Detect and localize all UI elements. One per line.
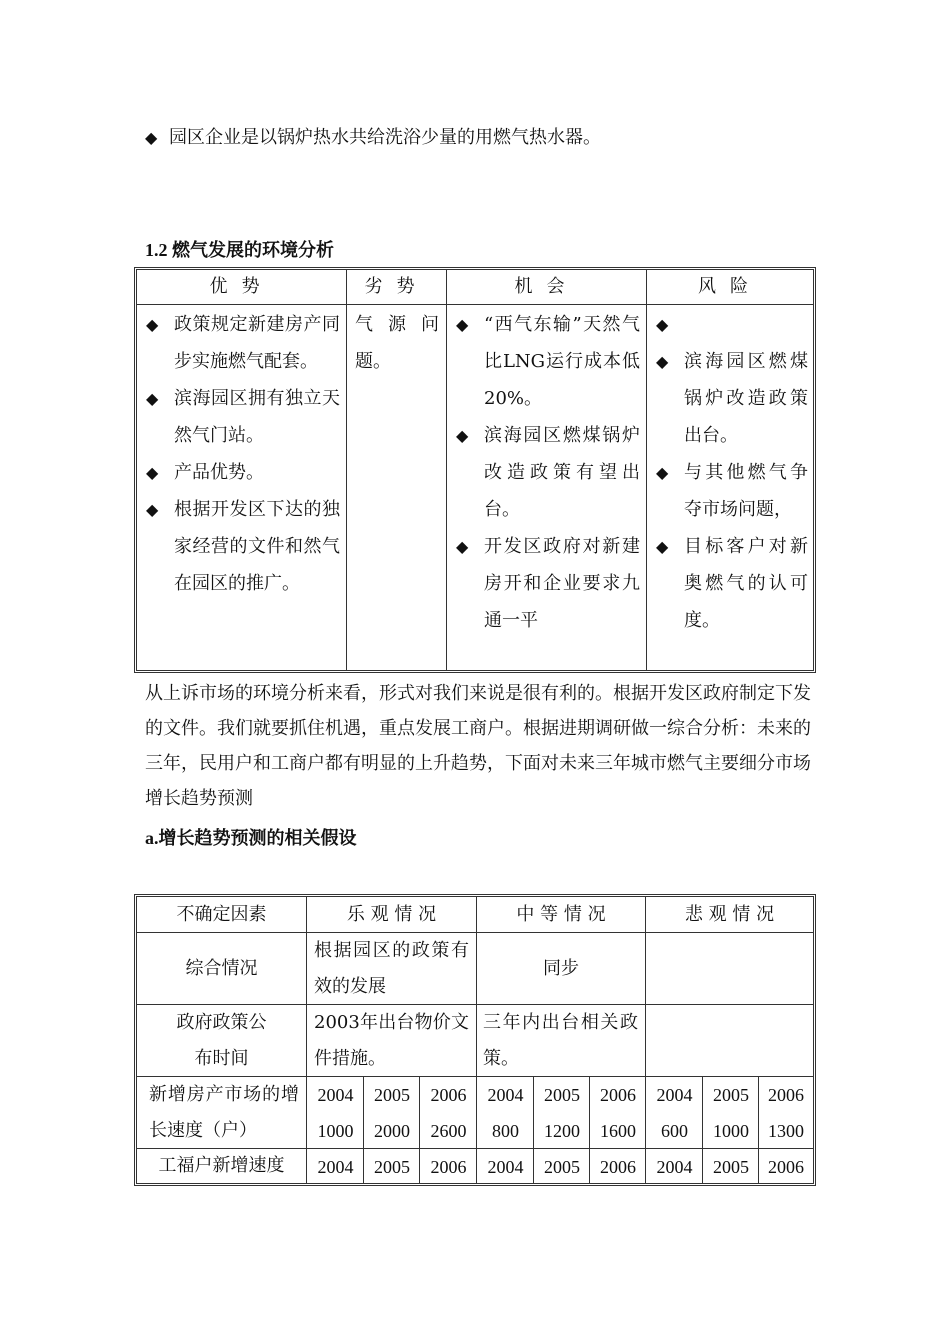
housing-value-cell: 1300 [768,1121,804,1141]
strength-item: ◆ 产品优势。 [146,454,340,491]
strength-item: ◆ 根据开发区下达的独家经营的文件和然气在园区的推广。 [146,491,340,602]
business-year-cell: 2004 [656,1157,693,1177]
opportunity-item: ◆ 开发区政府对新建房开和企业要求九通一平 [456,528,640,639]
strength-item: ◆ 滨海园区拥有独立天然气门站。 [146,380,340,454]
scenario-pessimistic-header: 悲 观 情 况 [684,904,775,925]
header-strengths: 优势 [137,270,346,305]
overall-optimistic: 根据园区的政策有效的发展 [314,940,469,997]
section-heading: 1.2 燃气发展的环境分析 [145,240,334,260]
overall-label: 综合情况 [185,958,258,979]
housing-value-cell: 1600 [600,1121,636,1141]
housing-value-cell: 2600 [430,1121,467,1141]
housing-value-cell: 800 [492,1121,519,1141]
business-year-cell: 2005 [544,1157,580,1177]
housing-label: 新增房产市场的增长速度（户） [149,1084,299,1141]
business-year-cell: 2006 [430,1157,467,1177]
strength-item: ◆ 政策规定新建房产同步实施燃气配套。 [146,306,340,380]
intro-bullet-text: 园区企业是以锅炉热水共给洗浴少量的用燃气热水器。 [169,127,602,148]
policy-pessimistic [646,1005,813,1076]
opportunities-column [456,306,640,639]
opportunity-item: ◆ 滨海园区燃煤锅炉改造政策有望出台。 [456,417,640,528]
column-divider [446,270,447,670]
diamond-bullet-icon: ◆ [456,537,469,556]
strengths-column [146,306,340,602]
diamond-bullet-icon: ◆ [456,315,469,334]
diamond-bullet-icon: ◆ [145,128,158,147]
housing-year-cell: 2006 [600,1085,636,1105]
diamond-bullet-icon: ◆ [456,426,469,445]
scenario-medium-header: 中 等 情 况 [516,904,606,925]
business-year-cell: 2004 [487,1157,524,1177]
business-year-cell: 2004 [317,1157,354,1177]
housing-year-cell: 2004 [487,1085,524,1105]
opportunity-item: ◆ “西气东输”天然气比LNG运行成本低20%。 [456,306,640,417]
overall-medium: 同步 [543,958,579,979]
housing-year-cell: 2004 [656,1085,693,1105]
business-year-cell: 2006 [768,1157,804,1177]
corner-header: 不确定因素 [176,904,267,925]
housing-year-cell: 2005 [374,1085,410,1105]
business-label: 工福户新增速度 [158,1155,285,1176]
risk-item [656,306,808,343]
housing-value-cell: 600 [661,1121,688,1141]
diamond-bullet-icon: ◆ [656,315,669,334]
policy-label: 政府政策公布时间 [176,1012,267,1069]
housing-value-cell: 1200 [544,1121,580,1141]
business-year-cell: 2005 [713,1157,749,1177]
scenario-optimistic-header: 乐 观 情 况 [346,904,437,925]
housing-value-cell: 1000 [317,1121,354,1141]
risks-column [656,306,808,639]
housing-year-cell: 2006 [768,1085,804,1105]
risk-item: ◆ 与其他燃气争夺市场问题， [656,454,808,528]
risk-item: ◆ 滨海园区燃煤锅炉改造政策出台。 [656,343,808,454]
column-divider [346,270,347,670]
column-divider [646,270,647,670]
diamond-bullet-icon: ◆ [146,500,159,519]
header-weaknesses: 劣势 [347,270,446,305]
business-year-cell: 2006 [600,1157,636,1177]
intro-bullet-line [145,126,601,150]
diamond-bullet-icon: ◆ [656,463,669,482]
policy-medium: 三年内出台相关政策。 [483,1012,638,1069]
diamond-bullet-icon: ◆ [656,352,669,371]
risk-item: ◆ 目标客户对新奥燃气的认可度。 [656,528,808,639]
housing-year-cell: 2006 [430,1085,467,1105]
diamond-bullet-icon: ◆ [146,463,159,482]
header-risks: 风险 [647,270,813,305]
analysis-paragraph: 从上诉市场的环境分析来看，形式对我们来说是很有利的。根据开发区政府制定下发的文件。我们就要抓住机遇，重点发展工商户。根据进期调研做一综合分析：未来的三年，民用户和工商户都有明显的上升趋势，下面对未来三年城市燃气主要细分市场增长趋势预测 [145,683,811,809]
overall-pessimistic [646,933,813,1004]
housing-year-cell: 2005 [544,1085,580,1105]
forecast-subheading: a.增长趋势预测的相关假设 [145,828,357,848]
policy-optimistic: 2003年出台物价文件措施。 [314,1012,469,1069]
housing-value-cell: 1000 [713,1121,749,1141]
housing-year-cell: 2004 [317,1085,354,1105]
header-opportunities: 机会 [447,270,646,305]
diamond-bullet-icon: ◆ [146,389,159,408]
weakness-text: 气源问题。 [355,314,439,372]
swot-table [134,267,816,673]
housing-value-cell: 2000 [374,1121,410,1141]
diamond-bullet-icon: ◆ [146,315,159,334]
forecast-table [134,894,816,1186]
housing-year-cell: 2005 [713,1085,749,1105]
business-year-cell: 2005 [374,1157,410,1177]
diamond-bullet-icon: ◆ [656,537,669,556]
